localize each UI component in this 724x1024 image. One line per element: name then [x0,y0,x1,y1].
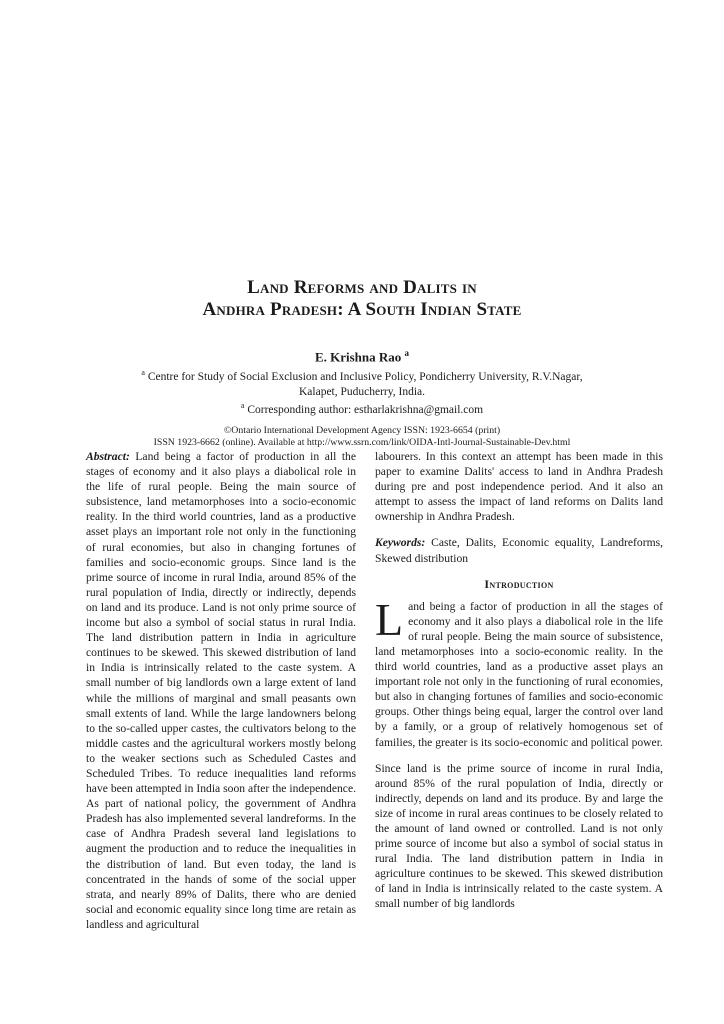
keywords-label: Keywords: [375,536,426,550]
right-column [375,449,663,943]
paper-title-line-1: Land Reforms and Dalits in [247,277,477,298]
author-line [62,345,662,365]
author-superscript: a [404,348,410,358]
correspondence-line [62,399,662,417]
abstract-text: Land being a factor of production in all the stages of economy and it also plays a diabolical role in the life of rural people. Being the main source of subsistence, land metamorphoses into a socio-economic reality. In the third world countries, land as a productive asset plays an important role not only in the functioning of rural economies, but also in changing fortunes of families and socio-economic groups. Since land is the prime source of income in rural India, around 85% of the rural population of India, directly or indirectly, depends on land and its produce. Land is not only prime source of income but also a symbol of social status in rural India. The land distribution pattern in India in agriculture continues to be skewed. This skewed distribution of land in India is intrinsically related to the caste system. A small number of big landlords own a large extent of land while the millions of marginal and small peasants own small extents of land. While the large landowners belong to the so-called upper castes, the cultivators belong to the middle castes and the agricultural workers mostly belong to the weaker sections such as Scheduled Castes and Scheduled Tribes. To reduce inequalities land reforms have been attempted in India soon after the independence. As part of national policy, the government of Andhra Pradesh has also implemented several landreforms. In the case of Andhra Pradesh several land legislations to augment the production and to reduce the inequalities in the distribution of land. But even today, the land is concentrated in the hands of some of the social upper strata, and nearly 89% of Dalits, there who are denied social and economic equality since long time are retain as landless and agricultural [86,450,356,931]
affiliation [136,366,588,399]
keywords-paragraph [375,535,663,565]
affiliation-text: Centre for Study of Social Exclusion and Inclusive Policy, Pondicherry University, R.V.Nagar, Kalapet, Puducherry, India. [144,371,583,398]
drop-cap-letter: L [375,593,404,645]
paper-header [62,277,662,449]
introduction-heading: Introduction [484,576,554,591]
intro-paragraph-1-text: and being a factor of production in all the stages of economy and it also plays a diabolical role in the life of rural people. Being the main source of subsistence, land metamorphoses into a socio-economic reality. In the third world countries, land as a productive asset plays an important role not only in the functioning of rural economies, but also in changing fortunes of families and socio-economic groups. Other things being equal, larger the control over land by a family, or a group of relatively homogenous set of families, the greater is its socio-economic and political power. [375,599,663,749]
paper-title-line-2: Andhra Pradesh: A South Indian State [202,299,522,320]
abstract-label: Abstract: [86,450,130,463]
two-column-body [86,449,663,943]
abstract-paragraph [86,449,356,932]
copyright-block [62,425,662,449]
copyright-line-2: ISSN 1923-6662 (online). Available at http://www.ssrn.com/link/OIDA-Intl-Journal-Sustainable-Dev.html [153,437,571,449]
author-name: E. Krishna Rao [314,349,405,365]
intro-paragraph-2: Since land is the prime source of income in rural India, around 85% of the rural population of India, directly or indirectly, depends on land and its produce. By and large the size of income in rural areas continues to be closely related to the amount of land owned or controlled. Land is not only prime source of income but also a symbol of social status in rural India. The land distribution pattern in India in agriculture continues to be skewed. This skewed distribution of land in India is intrinsically related to the caste system. A small number of big landlords [375,761,663,911]
correspondence-superscript: a [240,401,245,411]
abstract-continuation-paragraph: labourers. In this context an attempt has been made in this paper to examine Dalits' access to land in Andhra Pradesh during pre and post independence period. And it also an attempt to assess the impact of land reforms on Dalits land ownership in Andhra Pradesh. [375,450,663,524]
intro-paragraph-1 [375,593,663,750]
keywords-text: Caste, Dalits, Economic equality, Landreforms, Skewed distribution [375,536,663,565]
affiliation-superscript: a [141,368,145,378]
correspondence-text: Corresponding author: estharlakrishna@gmail.com [244,403,484,416]
left-column [86,449,356,943]
copyright-line-1: ©Ontario International Development Agency ISSN: 1923-6654 (print) [223,425,501,437]
